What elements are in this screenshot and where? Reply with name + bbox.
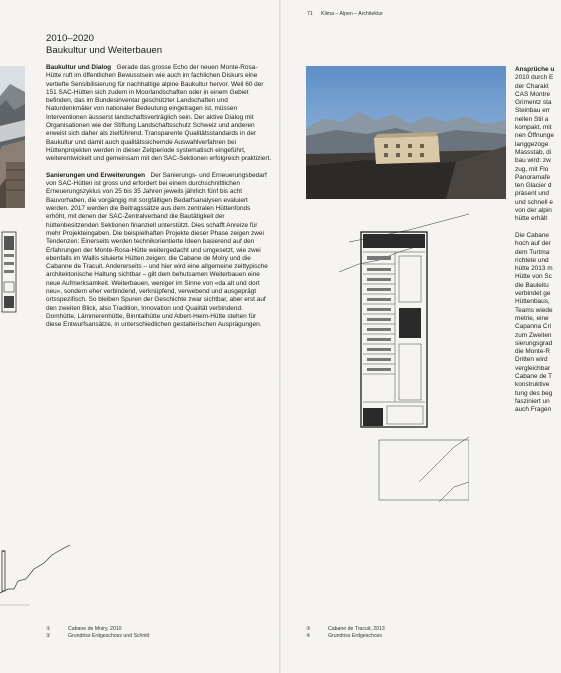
section-title-years: 2010–2020 [46, 33, 95, 44]
column-line: zum Zweiten [515, 331, 552, 339]
right-column-text [515, 66, 561, 414]
caption-text: Grundriss Erdgeschoss und Schnitt [68, 633, 150, 639]
column-line: richtete und [515, 256, 549, 264]
column-line: zug, mit Flo [515, 165, 549, 173]
column-line: kompakt, mit [515, 124, 552, 132]
column-line: dem Turtma [515, 248, 550, 256]
left-body-text [46, 64, 272, 338]
column-line: tung des beg [515, 389, 553, 397]
moiry-plan-fragment [0, 228, 20, 316]
running-header: Klima – Alpen – Architektur [321, 11, 383, 17]
column-line: Massstab, di [515, 148, 552, 156]
tracuit-floor-plan [339, 212, 469, 502]
column-line: nen Öffnunge [515, 132, 554, 140]
column-line: langgezoge [515, 140, 549, 148]
column-line: metrie, eine [515, 314, 549, 322]
column-line: ten Glacier d [515, 182, 552, 190]
column-line: Panoramafe [515, 173, 551, 181]
column-line: bau wird: zw [515, 157, 551, 165]
column-line: Steinbau err [515, 107, 551, 115]
column-line: sierungsgrad [515, 339, 553, 347]
column-line: CAS Montre [515, 90, 551, 98]
section-title-text: Baukultur und Weiterbauen [46, 44, 163, 56]
column-line: Hütte von Sc [515, 273, 552, 281]
column-line: Grimentz sta [515, 99, 552, 107]
column-line: Capanna Cri [515, 323, 552, 331]
moiry-photo [0, 66, 25, 208]
left-caption [46, 626, 149, 640]
column-line: auch Fragen [515, 406, 552, 414]
column-line: verbindet ge [515, 290, 551, 298]
left-page [0, 0, 280, 673]
column-paragraph [515, 232, 561, 415]
column-line: Dritten wird [515, 356, 548, 364]
column-line: präsent und [515, 190, 550, 198]
paragraph-heading: Sanierungen und Erweiterungen [46, 171, 146, 179]
column-line: Hüttenbaus, [515, 298, 550, 306]
moiry-section-fragment [0, 545, 70, 615]
column-heading: Ansprüche u [515, 66, 555, 73]
caption-number: ② [46, 633, 51, 639]
column-line: der Charakt [515, 82, 549, 90]
caption-number: ③ [306, 626, 311, 632]
column-line: die Monte-R [515, 348, 551, 356]
paragraph-heading: Baukultur und Dialog [46, 64, 112, 71]
column-line: Cabane de T [515, 372, 553, 380]
column-line: hütte erhält [515, 215, 548, 223]
column-line: die Bauleitu [515, 281, 549, 289]
column-line: hoch auf der [515, 240, 551, 248]
caption-text: Cabane de Moiry, 2010 [68, 626, 122, 632]
section-title [46, 33, 162, 56]
column-line: und schnell e [515, 198, 553, 206]
paragraph-body: Gerade das grosse Echo der neuen Monte-Rosa-Hütte ruft im öffentlichen Bewusstsein wie auch im fachlichen Diskurs eine vertiefte Sensibilisierung für nachhaltige alpine Baukultur hervor. Weil 60 der 151 SAC-Hütten sich zudem in Moorlandschaften oder in einem Gebiet befinden, das im Bundesinventar geschützter Landschaften und Naturdenkmäler von nationaler Bedeutung eingetragen ist, müssen Interventionen äusserst landschaftsverträglich sein. Der aktive Dialog mit Organisationen wie der Stiftung Landschaftsschutz Schweiz und anderen erweist sich daher als zielführend. Transparente Qualitätsstandards in der Baukultur und damit auch qualitätssichernde Auswahlverfahren bei Hüttenprojekten werden in dieser Zeitperiode systematisch eingeführt, weiterentwickelt und gemeinsam mit den SAC-Sektionen erfolgreich praktiziert. [46, 64, 272, 163]
caption-text: Cabane de Tracuit, 2013 [328, 626, 385, 632]
column-line: vergleichbar [515, 364, 551, 372]
caption-number: ① [46, 626, 51, 632]
caption-number: ④ [306, 633, 311, 639]
column-line: Teams wiede [515, 306, 553, 314]
caption-text: Grundriss Erdgeschoss [328, 633, 382, 639]
column-line: fasziniert un [515, 397, 550, 405]
paragraph-body: Der Sanierungs- und Erneuerungsbedarf von SAC-Hütten ist gross und erfordert bei einem durchschnittlichen Erneuerungszyklus von 25 bis 35 Jahren jeweils jährlich fünf bis acht Bauvorhaben, die vorgängig mit sorgfältigen Bedarfsanalysen evaluiert werden. 2017 werden die Beitragssätze aus dem zentralen Hüttenfonds erhöht, mit denen der SAC-Zentralverband die Bautätigkeit der hüttenbesitzenden Sektionen finanziell unterstützt. Dies schafft Anreize für mehr Projekteingaben. Die beispielhaften Projekte dieser Phase zeigen zwei Tendenzen: Einerseits werden technikorientierte Ideen basierend auf den Erfahrungen der Monte-Rosa-Hütte weitergedacht und umgesetzt, wie zwei ebenfalls im Wallis situierte Hütten zeigen: die Cabane de Moiry und die Cabanne de Tracuit. Andererseits – und hier wird eine allgemeine zeittypische architektonische Haltung sichtbar – gilt dem behutsamen Weiterbauen eine neue Aufmerksamkeit. Weiterbauen, weniger im Sinne von «da alt und dort neu», sondern eher verbindend, verknüpfend, verwebend und ausgeprägt ortsspezifisch. So bleiben Spuren der Geschichte zwar sichtbar, aber erst auf den zweiten Blick, also Tradition, Innovation und Qualität verbindend. Domhütte, Lämmerenhütte, Binntalhütte und Albert-Heim-Hütte stehen für diese Entwurfsansätze, in unterschiedlichen gestalterischen Ausprägungen. [46, 171, 268, 329]
paragraph-sanierungen [46, 172, 272, 330]
column-line: hütte 2013 m [515, 265, 553, 273]
column-paragraph [515, 74, 561, 223]
column-line: von der alpin [515, 207, 552, 215]
column-line: konstruktive [515, 381, 550, 389]
column-line: nellen Stil a [515, 115, 549, 123]
column-line: Die Cabane [515, 231, 549, 239]
page-number: 71 [307, 11, 313, 17]
column-line: 2010 durch E [515, 74, 554, 82]
paragraph-baukultur [46, 64, 272, 164]
right-caption [306, 626, 385, 640]
tracuit-photo [306, 66, 506, 199]
